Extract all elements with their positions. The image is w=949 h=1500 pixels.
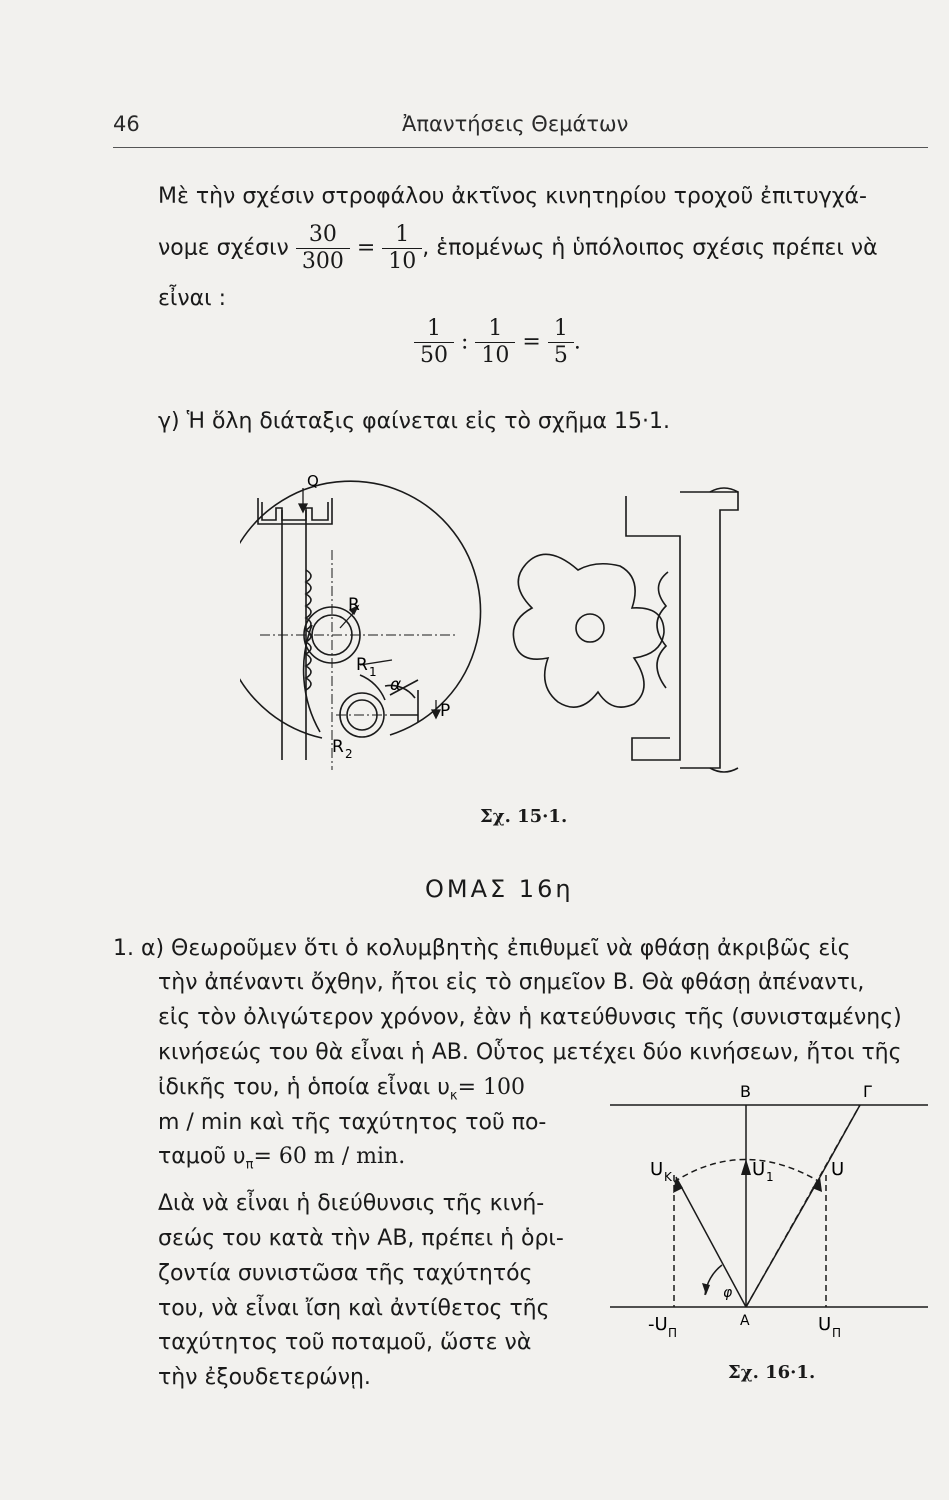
para16-line8: Διὰ νὰ εἶναι ἡ διεύθυνσις τῆς κινή- [158, 1191, 545, 1216]
para16-line2: τὴν ἀπέναντι ὄχθην, ἤτοι εἰς τὸ σημεῖον Β. Θὰ φθάσῃ ἀπέναντι, [158, 970, 865, 995]
fig16-label-u1: U [752, 1159, 766, 1180]
para16-line7-value: = 60 m / min. [253, 1144, 406, 1169]
page-number: 46 [113, 112, 140, 136]
fraction-numerator: 1 [475, 316, 515, 343]
fraction-numerator: 1 [548, 316, 574, 343]
fig15-label-r1-sub: 1 [369, 665, 377, 679]
fraction-denominator: 300 [301, 249, 344, 274]
para16-line5-value: = 100 [457, 1075, 526, 1100]
para1-line3: εἶναι : [158, 286, 226, 311]
para16-line1: 1. α) Θεωροῦμεν ὅτι ὁ κολυμβητὴς ἐπιθυμεῖ νὰ φθάσῃ ἀκριβῶς εἰς [113, 936, 851, 961]
fig16-label-up: U [818, 1314, 832, 1335]
fraction-30-300 [296, 222, 350, 275]
fig15-label-r: R [348, 595, 360, 615]
fig16-label-minus-up: -U [648, 1314, 668, 1335]
figure-16-1-caption: Σχ. 16·1. [728, 1362, 816, 1383]
para16-line6: m / min καὶ τῆς ταχύτητος τοῦ πο- [158, 1110, 547, 1135]
fraction-denominator: 5 [553, 343, 568, 368]
para16-line7-sub: π [245, 1157, 254, 1173]
equals-sign: = [356, 235, 376, 261]
cross-wheel [513, 554, 664, 707]
para16-line12: ταχύτητος τοῦ ποταμοῦ, ὥστε νὰ [158, 1330, 532, 1355]
fig15-label-r2-sub: 2 [345, 747, 353, 761]
ratio-formula [414, 316, 581, 369]
para16-line11: του, νὰ εἶναι ἴση καὶ ἀντίθετος τῆς [158, 1296, 550, 1321]
para1-line2-end: , ἑπομένως ἡ ὑπόλοιπος σχέσις πρέπει νὰ [422, 235, 878, 261]
para16-line3: εἰς τὸν ὀλιγώτερον χρόνον, ἐὰν ἡ κατεύθυνσις τῆς (συνισταμένης) [158, 1005, 902, 1030]
para16-line9: σεώς του κατὰ τὴν ΑΒ, πρέπει ἡ ὁρι- [158, 1226, 564, 1251]
para16-line10: ζοντία συνιστῶσα τῆς ταχύτητός [158, 1261, 533, 1286]
fig15-label-r2: R [332, 737, 344, 757]
para16-line5-text: ἰδικῆς του, ἡ ὁποία εἶναι υ [158, 1075, 450, 1100]
figure-15-1 [240, 460, 760, 800]
fig16-label-uk: U [650, 1159, 664, 1180]
fig16-label-minus-up-sub: П [668, 1326, 678, 1340]
formula-period: . [573, 329, 581, 355]
fig16-label-uk-sub: K [664, 1170, 672, 1184]
fig16-label-a: A [740, 1313, 750, 1329]
fig15-label-alpha: α [390, 675, 402, 695]
para1-line1: Μὲ τὴν σχέσιν στροφάλου ἀκτῖνος κινητηρίου τροχοῦ ἐπιτυγχά- [158, 184, 867, 209]
fraction-denominator: 10 [481, 343, 510, 368]
fraction-denominator: 50 [420, 343, 448, 368]
para16-line13: τὴν ἐξουδετερώνῃ. [158, 1365, 371, 1390]
fig15-label-q: Q [307, 472, 319, 490]
fraction-numerator: 30 [296, 222, 350, 249]
para16-line7 [158, 1140, 405, 1182]
para1-line2 [158, 222, 878, 275]
fraction-1-10 [382, 222, 422, 275]
fraction-numerator: 1 [382, 222, 422, 249]
fig15-label-r1: R [356, 655, 368, 675]
fig15-label-p: P [440, 701, 451, 721]
para1-line2-start: νομε σχέσιν [158, 235, 289, 261]
colon-sign: : [461, 329, 469, 355]
fig16-label-up-sub: П [832, 1326, 842, 1340]
fraction-numerator: 1 [414, 316, 454, 343]
figure-15-1-caption: Σχ. 15·1. [480, 806, 568, 827]
header-rule [113, 147, 928, 148]
fraction-1-50 [414, 316, 454, 369]
equals-sign: = [522, 329, 541, 355]
figure-16-1 [610, 1075, 940, 1385]
fraction-1-5 [548, 316, 574, 369]
fraction-1-10 [475, 316, 515, 369]
fig16-label-phi: φ [723, 1285, 733, 1301]
para-gamma: γ) Ἡ ὅλη διάταξις φαίνεται εἰς τὸ σχῆμα 15·1. [158, 409, 670, 434]
para16-line4: κινήσεώς του θὰ εἶναι ἡ ΑΒ. Οὗτος μετέχει δύο κινήσεων, ἤτοι τῆς [158, 1040, 902, 1065]
para16-line5-sub: κ [449, 1088, 458, 1104]
fraction-denominator: 10 [388, 249, 417, 274]
fig16-label-b: Β [740, 1082, 751, 1101]
fig16-label-g: Γ [863, 1082, 872, 1101]
running-title: Ἀπαντήσεις Θεμάτων [402, 112, 629, 136]
section-title: ΟΜΑΣ 16η [425, 875, 574, 903]
fig16-label-u1-sub: 1 [766, 1170, 774, 1184]
fig16-label-u: U [831, 1159, 845, 1180]
para16-line7-text: ταμοῦ υ [158, 1144, 246, 1169]
